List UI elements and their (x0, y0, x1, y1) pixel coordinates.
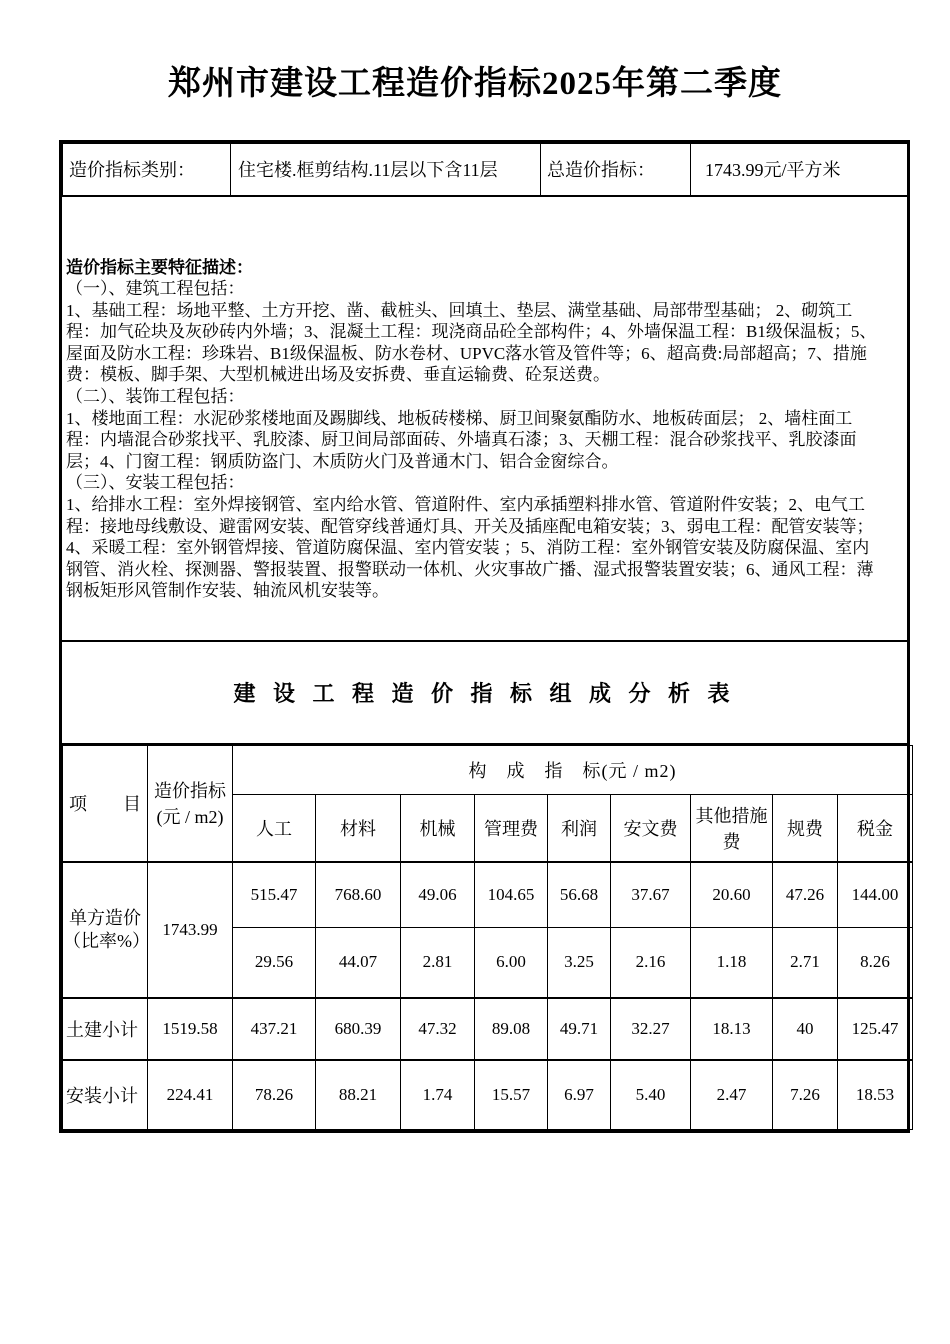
value-cell: 47.26 (773, 862, 838, 927)
value-cell: 1.74 (401, 1060, 475, 1129)
description-paragraph: （一）、建筑工程包括： (66, 279, 245, 299)
value-cell: 37.67 (611, 862, 691, 927)
ratio-cell: 6.00 (475, 927, 548, 998)
value-cell: 2.47 (691, 1060, 773, 1129)
value-cell: 18.13 (691, 998, 773, 1060)
description-paragraph: （三）、安装工程包括： (66, 473, 245, 493)
install-label-cell: 安装小计 (63, 1060, 148, 1129)
column-header-cell: 税金 (838, 794, 913, 862)
description-paragraph: 1、楼地面工程：水泥砂浆楼地面及踢脚线、地板砖楼梯、厨卫间聚氨酯防水、地板砖面层； 2、墙柱面工程：内墙混合砂浆找平、乳胶漆、厨卫间局部面砖、外墙真石漆；3、天棚工程：混合砂浆找平、乳胶漆面层；4、门窗工程：钢质防盗门、木质防火门及普通木门、铝合金窗综合。 (66, 408, 857, 471)
value-cell: 89.08 (475, 998, 548, 1060)
analysis-title-box (62, 642, 907, 745)
summary-table (62, 143, 908, 197)
description-paragraph: （二）、装饰工程包括： (66, 387, 245, 407)
ratio-cell: 44.07 (316, 927, 401, 998)
index-header-cell: 造价指标(元 / m2) (148, 745, 233, 862)
column-header-cell: 其他措施费 (691, 794, 773, 862)
column-header-cell: 安文费 (611, 794, 691, 862)
header-row-1 (63, 745, 913, 794)
value-cell: 515.47 (233, 862, 316, 927)
value-cell: 56.68 (548, 862, 611, 927)
column-header-cell: 机械 (401, 794, 475, 862)
value-cell: 15.57 (475, 1060, 548, 1129)
description-heading: 造价指标主要特征描述： (66, 257, 253, 277)
ratio-cell: 2.16 (611, 927, 691, 998)
unit-cost-label-cell: 单方造价（比率%） (63, 862, 148, 998)
description-paragraph: 1、给排水工程：室外焊接钢管、室内给水管、管道附件、室内承插塑料排水管、管道附件安装；2、电气工程：接地母线敷设、避雷网安装、配管穿线普通灯具、开关及插座配电箱安装；3、弱电工程：配管安装等；4、采暖工程：室外钢管焊接、管道防腐保温、室内管安装 ；5、消防工程：室外钢管安装及防腐保温、室内钢管、消火栓、探测器、警报装置、报警联动一体机、火灾事故广播、湿式报警装置安装；6、通风工程：薄钢板矩形风管制作安装、轴流风机安装等。 (66, 495, 874, 601)
column-header-cell: 管理费 (475, 794, 548, 862)
total-label-cell: 总造价指标： (541, 144, 691, 196)
column-header-cell: 材料 (316, 794, 401, 862)
analysis-table (62, 745, 913, 1130)
composition-header-cell: 构 成 指 标(元 / m2) (233, 745, 913, 794)
page-title: 郑州市建设工程造价指标2025年第二季度 (168, 66, 782, 102)
value-cell: 104.65 (475, 862, 548, 927)
category-value-cell: 住宅楼.框剪结构.11层以下含11层 (231, 144, 541, 196)
column-header-cell: 利润 (548, 794, 611, 862)
value-cell: 680.39 (316, 998, 401, 1060)
value-cell: 18.53 (838, 1060, 913, 1129)
description-paragraph: 1、基础工程：场地平整、土方开挖、凿、截桩头、回填土、垫层、满堂基础、局部带型基础； 2、砌筑工程：加气砼块及灰砂砖内外墙；3、混凝土工程：现浇商品砼全部构件；4、外墙保温工程：B1级保温板；5、屋面及防水工程：珍珠岩、B1级保温板、防水卷材、UPVC落水管及管件等；6、超高费:局部超高；7、措施费：模板、脚手架、大型机械进出场及安拆费、垂直运输费、砼泵送费。 (66, 300, 877, 385)
item-header-cell: 项 目 (63, 745, 148, 862)
category-label-cell: 造价指标类别： (63, 144, 231, 196)
value-cell: 437.21 (233, 998, 316, 1060)
value-cell: 768.60 (316, 862, 401, 927)
ratio-cell: 2.71 (773, 927, 838, 998)
value-cell: 47.32 (401, 998, 475, 1060)
value-cell: 78.26 (233, 1060, 316, 1129)
value-cell: 32.27 (611, 998, 691, 1060)
unit-cost-value-row (63, 862, 913, 927)
value-cell: 144.00 (838, 862, 913, 927)
document-frame (59, 140, 910, 1133)
value-cell: 88.21 (316, 1060, 401, 1129)
ratio-cell: 3.25 (548, 927, 611, 998)
summary-row (63, 144, 908, 196)
civil-index-cell: 1519.58 (148, 998, 233, 1060)
total-value-cell: 1743.99元/平方米 (691, 144, 908, 196)
ratio-cell: 2.81 (401, 927, 475, 998)
install-index-cell: 224.41 (148, 1060, 233, 1129)
feature-description-box (62, 197, 907, 642)
value-cell: 7.26 (773, 1060, 838, 1129)
unit-cost-index-cell: 1743.99 (148, 862, 233, 998)
column-header-cell: 规费 (773, 794, 838, 862)
install-subtotal-row (63, 1060, 913, 1129)
value-cell: 6.97 (548, 1060, 611, 1129)
value-cell: 20.60 (691, 862, 773, 927)
value-cell: 49.71 (548, 998, 611, 1060)
civil-subtotal-row (63, 998, 913, 1060)
civil-label-cell: 土建小计 (63, 998, 148, 1060)
ratio-cell: 1.18 (691, 927, 773, 998)
value-cell: 125.47 (838, 998, 913, 1060)
ratio-cell: 8.26 (838, 927, 913, 998)
value-cell: 49.06 (401, 862, 475, 927)
ratio-cell: 29.56 (233, 927, 316, 998)
value-cell: 5.40 (611, 1060, 691, 1129)
analysis-table-title: 建 设 工 程 造 价 指 标 组 成 分 析 表 (233, 680, 736, 706)
column-header-cell: 人工 (233, 794, 316, 862)
value-cell: 40 (773, 998, 838, 1060)
